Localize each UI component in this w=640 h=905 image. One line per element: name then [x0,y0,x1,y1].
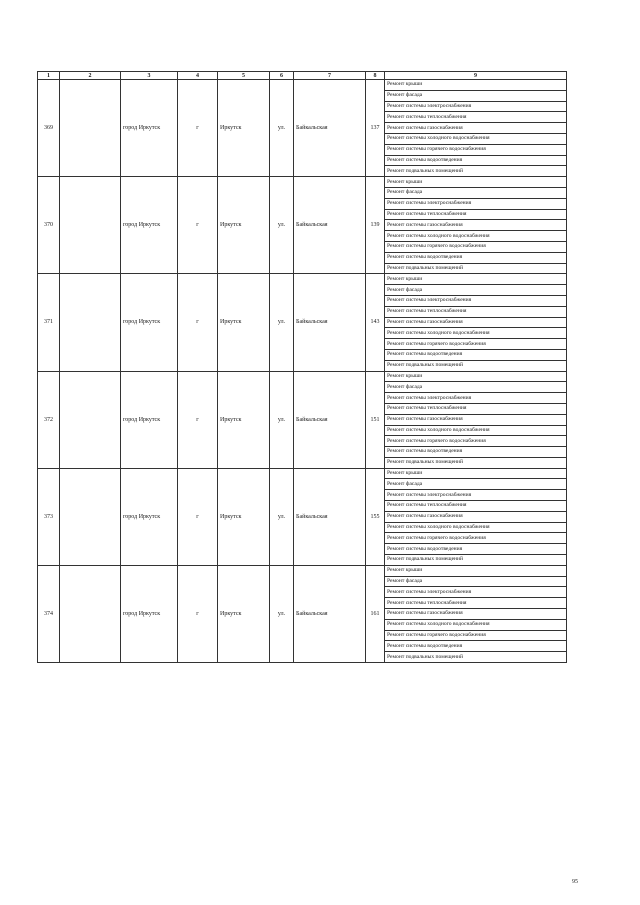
repair-work-item: Ремонт системы горячего водоснабжения [385,533,567,544]
record-street: Байкальская [294,177,366,274]
repair-work-item: Ремонт подвальных помещений [385,166,567,177]
repair-work-item: Ремонт системы электроснабжения [385,490,567,501]
repair-work-item: Ремонт фасада [385,576,567,587]
record-house-number: 143 [366,274,385,371]
repair-work-item: Ремонт подвальных помещений [385,555,567,566]
repair-work-item: Ремонт крыши [385,565,567,576]
record-settlement-type: г [178,80,218,177]
repair-work-item: Ремонт фасада [385,90,567,101]
repair-work-item: Ремонт системы холодного водоснабжения [385,522,567,533]
record-number: 374 [38,565,60,662]
record-col2 [60,274,121,371]
record-locality: Иркутск [218,177,270,274]
record-house-number: 151 [366,371,385,468]
repair-work-item: Ремонт подвальных помещений [385,360,567,371]
repair-work-item: Ремонт системы теплоснабжения [385,598,567,609]
record-number: 372 [38,371,60,468]
repair-work-item: Ремонт системы теплоснабжения [385,209,567,220]
repair-work-item: Ремонт системы электроснабжения [385,101,567,112]
record-municipality: город Иркутск [121,565,178,662]
repair-work-item: Ремонт фасада [385,382,567,393]
record-col2 [60,80,121,177]
column-header-7: 7 [294,72,366,80]
record-street-type: ул. [270,565,294,662]
table-row [38,565,567,576]
record-number: 370 [38,177,60,274]
repair-work-item: Ремонт системы водоотведения [385,447,567,458]
record-settlement-type: г [178,274,218,371]
repair-work-item: Ремонт фасада [385,187,567,198]
repair-work-item: Ремонт системы горячего водоснабжения [385,630,567,641]
repair-work-item: Ремонт системы холодного водоснабжения [385,425,567,436]
repair-work-item: Ремонт системы водоотведения [385,252,567,263]
repair-work-item: Ремонт фасада [385,479,567,490]
repair-work-item: Ремонт системы водоотведения [385,349,567,360]
record-locality: Иркутск [218,274,270,371]
record-street: Байкальская [294,274,366,371]
table-row [38,274,567,285]
repair-work-item: Ремонт подвальных помещений [385,263,567,274]
record-municipality: город Иркутск [121,80,178,177]
repair-work-item: Ремонт системы водоотведения [385,544,567,555]
repair-work-item: Ремонт крыши [385,177,567,188]
repair-work-item: Ремонт системы водоотведения [385,641,567,652]
page-number: 95 [572,879,578,885]
repair-work-item: Ремонт подвальных помещений [385,652,567,663]
record-street: Байкальская [294,80,366,177]
record-municipality: город Иркутск [121,177,178,274]
repair-work-item: Ремонт системы горячего водоснабжения [385,144,567,155]
record-settlement-type: г [178,468,218,565]
repair-work-item: Ремонт крыши [385,371,567,382]
repair-work-item: Ремонт системы электроснабжения [385,393,567,404]
column-header-6: 6 [270,72,294,80]
record-municipality: город Иркутск [121,468,178,565]
repair-work-item: Ремонт системы горячего водоснабжения [385,436,567,447]
repair-work-item: Ремонт системы газоснабжения [385,511,567,522]
repair-work-item: Ремонт крыши [385,80,567,91]
repair-work-item: Ремонт системы холодного водоснабжения [385,619,567,630]
table-row [38,371,567,382]
record-col2 [60,565,121,662]
record-settlement-type: г [178,177,218,274]
repair-work-item: Ремонт системы электроснабжения [385,295,567,306]
record-municipality: город Иркутск [121,274,178,371]
repair-work-item: Ремонт системы холодного водоснабжения [385,231,567,242]
record-municipality: город Иркутск [121,371,178,468]
record-settlement-type: г [178,565,218,662]
table-body [38,80,567,663]
table-header [38,72,567,80]
column-header-8: 8 [366,72,385,80]
column-header-1: 1 [38,72,60,80]
repair-work-item: Ремонт фасада [385,285,567,296]
table-row [38,80,567,91]
header-row [38,72,567,80]
record-house-number: 161 [366,565,385,662]
repair-work-item: Ремонт системы водоотведения [385,155,567,166]
repair-work-item: Ремонт системы газоснабжения [385,123,567,134]
record-settlement-type: г [178,371,218,468]
repair-work-item: Ремонт системы горячего водоснабжения [385,241,567,252]
record-number: 373 [38,468,60,565]
record-house-number: 155 [366,468,385,565]
repair-work-item: Ремонт системы горячего водоснабжения [385,339,567,350]
column-header-3: 3 [121,72,178,80]
repair-work-item: Ремонт системы газоснабжения [385,414,567,425]
table-row [38,468,567,479]
record-street-type: ул. [270,274,294,371]
repair-work-item: Ремонт системы теплоснабжения [385,501,567,512]
repair-work-item: Ремонт крыши [385,274,567,285]
record-street-type: ул. [270,80,294,177]
record-col2 [60,468,121,565]
record-street: Байкальская [294,371,366,468]
repair-work-item: Ремонт крыши [385,468,567,479]
repair-program-table [37,71,567,663]
record-locality: Иркутск [218,371,270,468]
repair-work-item: Ремонт системы холодного водоснабжения [385,328,567,339]
repair-work-item: Ремонт системы теплоснабжения [385,306,567,317]
record-col2 [60,371,121,468]
record-house-number: 137 [366,80,385,177]
record-locality: Иркутск [218,468,270,565]
repair-work-item: Ремонт системы электроснабжения [385,587,567,598]
column-header-2: 2 [60,72,121,80]
record-street-type: ул. [270,468,294,565]
column-header-4: 4 [178,72,218,80]
repair-work-item: Ремонт системы газоснабжения [385,609,567,620]
record-street-type: ул. [270,177,294,274]
repair-work-item: Ремонт системы газоснабжения [385,317,567,328]
record-number: 369 [38,80,60,177]
record-street-type: ул. [270,371,294,468]
record-locality: Иркутск [218,565,270,662]
table-row [38,177,567,188]
repair-work-item: Ремонт системы газоснабжения [385,220,567,231]
column-header-5: 5 [218,72,270,80]
record-house-number: 139 [366,177,385,274]
record-number: 371 [38,274,60,371]
repair-work-item: Ремонт системы теплоснабжения [385,403,567,414]
repair-work-item: Ремонт системы электроснабжения [385,198,567,209]
record-street: Байкальская [294,565,366,662]
record-locality: Иркутск [218,80,270,177]
repair-work-item: Ремонт системы холодного водоснабжения [385,133,567,144]
record-street: Байкальская [294,468,366,565]
repair-work-item: Ремонт системы теплоснабжения [385,112,567,123]
column-header-9: 9 [385,72,567,80]
record-col2 [60,177,121,274]
repair-work-item: Ремонт подвальных помещений [385,457,567,468]
